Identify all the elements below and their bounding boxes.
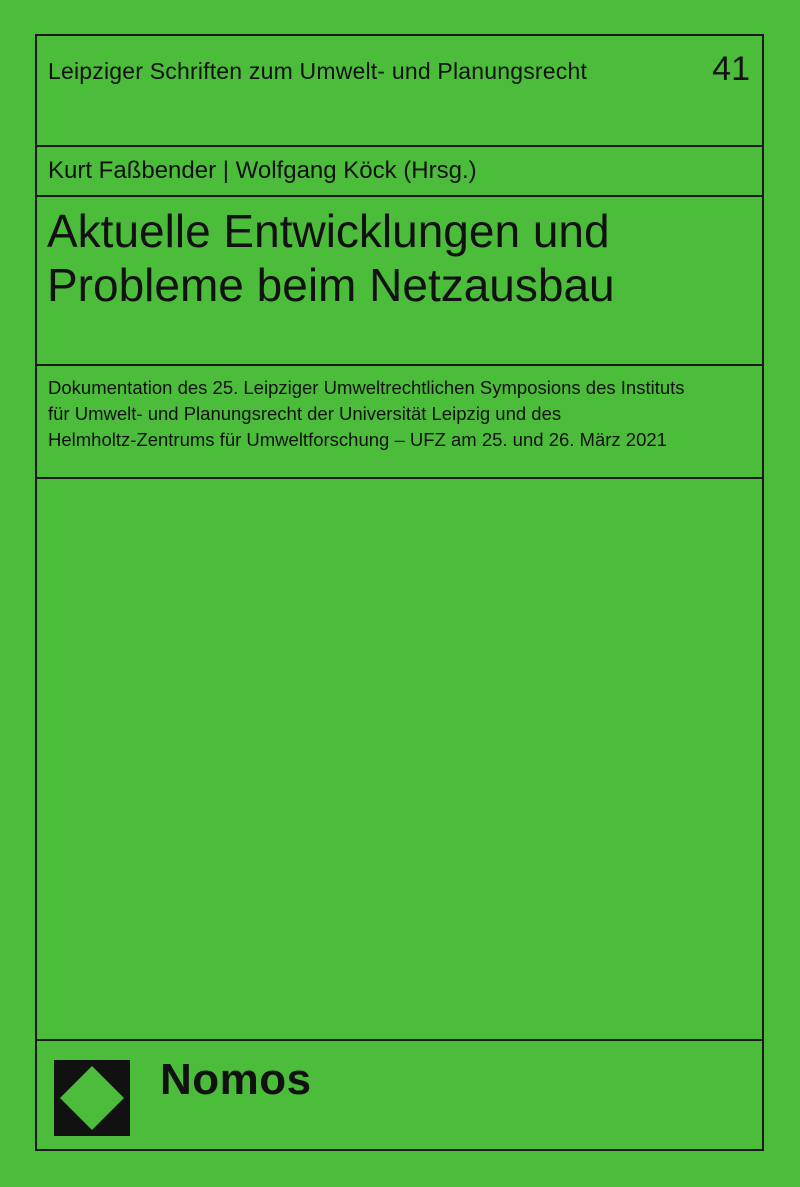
- nomos-diamond-logo-icon: [54, 1060, 130, 1136]
- book-subtitle: [48, 375, 748, 453]
- divider-subtitle: [35, 477, 764, 479]
- editors-line: Kurt Faßbender | Wolfgang Köck (Hrsg.): [48, 157, 477, 184]
- publisher-name: Nomos: [160, 1055, 312, 1104]
- divider-series: [35, 145, 764, 147]
- cover-frame: [35, 34, 764, 1151]
- divider-title: [35, 364, 764, 366]
- book-title: [47, 204, 747, 312]
- subtitle-line-3: Helmholtz-Zentrums für Umweltforschung – UFZ am 25. und 26. März 2021: [48, 429, 667, 450]
- volume-number: 41: [712, 50, 750, 88]
- divider-publisher: [35, 1039, 764, 1041]
- title-line-2: Probleme beim Netzausbau: [47, 259, 615, 311]
- divider-editors: [35, 195, 764, 197]
- series-title: Leipziger Schriften zum Umwelt- und Planungsrecht: [48, 58, 588, 84]
- subtitle-line-1: Dokumentation des 25. Leipziger Umweltrechtlichen Symposions des Instituts: [48, 377, 685, 398]
- title-line-1: Aktuelle Entwicklungen und: [47, 205, 610, 257]
- subtitle-line-2: für Umwelt- und Planungsrecht der Universität Leipzig und des: [48, 403, 562, 424]
